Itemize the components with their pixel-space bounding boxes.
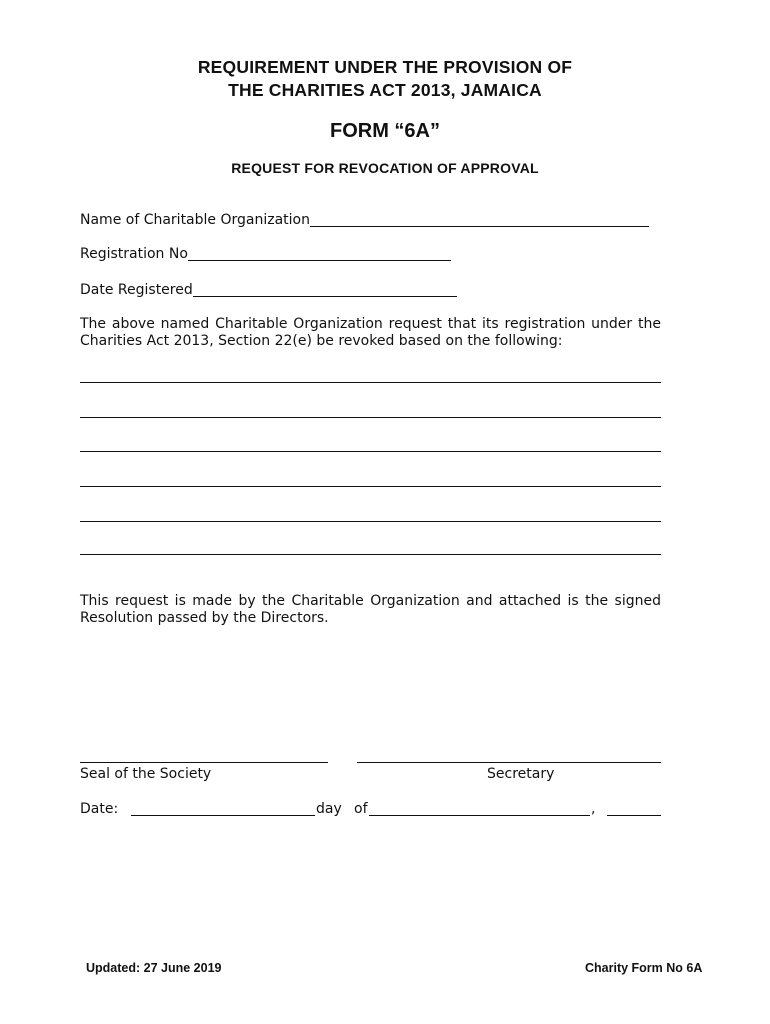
reason-line[interactable] [80,417,661,418]
title-line-2: THE CHARITIES ACT 2013, JAMAICA [228,80,542,100]
declaration-paragraph: This request is made by the Charitable Organization and attached is the signed Resolution passed by the Directors. [80,593,661,626]
footer-form-ref: Charity Form No 6A [585,961,703,975]
reason-line[interactable] [80,451,661,452]
reason-line[interactable] [80,486,661,487]
day-label: day [316,801,342,817]
reason-line[interactable] [80,382,661,383]
year-blank[interactable] [607,815,661,816]
title-line-1: REQUIREMENT UNDER THE PROVISION OF [197,57,573,77]
seal-signature-line[interactable] [80,762,328,763]
comma-separator: , [591,801,596,817]
registration-no-blank[interactable] [188,246,451,261]
reason-line[interactable] [80,521,661,522]
org-name-blank[interactable] [310,212,649,227]
footer-updated: Updated: 27 June 2019 [86,961,222,975]
date-label: Date: [80,801,119,817]
secretary-label: Secretary [487,766,555,782]
day-blank[interactable] [131,815,315,816]
request-paragraph: The above named Charitable Organization request that its registration under the Charities Act 2013, Section 22(e) be revoked based on the following: [80,316,661,349]
org-name-field [80,211,649,229]
secretary-signature-line[interactable] [357,762,661,763]
month-blank[interactable] [369,815,590,816]
date-registered-label: Date Registered [80,282,193,298]
reason-line[interactable] [80,554,661,555]
org-name-label: Name of Charitable Organization [80,212,310,228]
form-title [0,56,770,102]
seal-label: Seal of the Society [80,766,212,782]
date-registered-field [80,281,457,299]
date-registered-blank[interactable] [193,282,457,297]
registration-no-label: Registration No [80,246,188,262]
registration-no-field [80,245,451,263]
of-label: of [354,801,368,817]
form-number: FORM “6A” [330,120,440,142]
form-subtitle: REQUEST FOR REVOCATION OF APPROVAL [231,160,539,176]
